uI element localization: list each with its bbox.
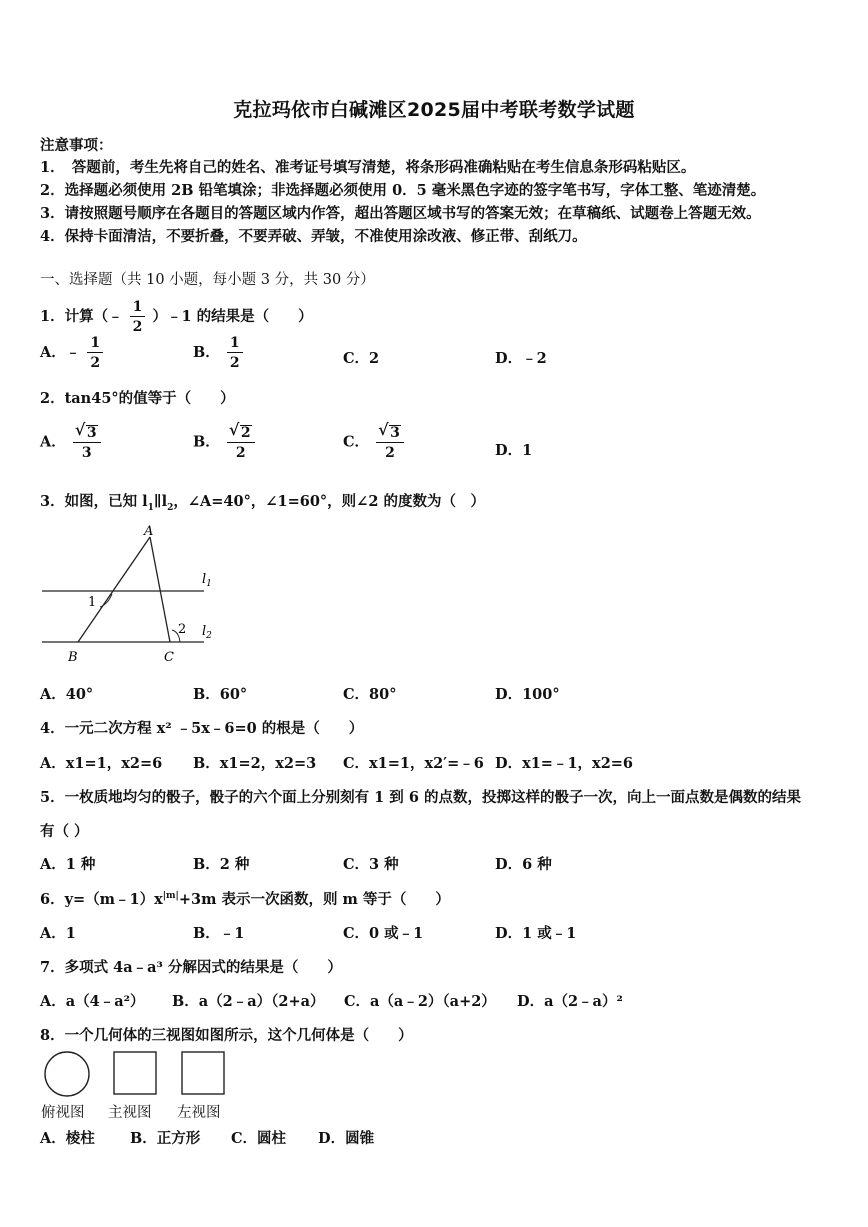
q7-option-c: C．a（a﹣2）（a+2） — [344, 993, 496, 1010]
notice-item: 1． 答题前，考生先将自己的姓名、准考证号填写清楚，将条形码准确粘贴在考生信息条形码粘贴区。 — [40, 159, 696, 176]
label-c: C — [164, 650, 174, 665]
q8-option-d: D．圆锥 — [318, 1130, 375, 1147]
q2-option-d: D．1 — [495, 442, 533, 459]
question-1 — [40, 300, 313, 334]
q5-option-a: A．1 种 — [40, 856, 96, 873]
q6-option-d: D．1 或﹣1 — [495, 925, 577, 942]
label-l1: $l_1$ — [202, 572, 212, 589]
q5-option-b: B．2 种 — [193, 856, 250, 873]
q1-option-d: D．﹣2 — [495, 350, 547, 367]
three-views-figure — [40, 1048, 240, 1098]
parallel-lines-figure — [38, 520, 228, 670]
q3-option-b: B．60° — [193, 686, 248, 703]
q2-option-c: C． √ $\frac{3}{2}$ — [343, 425, 406, 460]
page-title: 克拉玛依市白碱滩区2025届中考联考数学试题 — [233, 99, 635, 121]
q1-option-a: A．﹣ $\frac{1}{2}$ — [40, 336, 105, 370]
q5-option-c: C．3 种 — [343, 856, 399, 873]
notice-item: 4．保持卡面清洁，不要折叠，不要弄破、弄皱，不准使用涂改液、修正带、刮纸刀。 — [40, 228, 587, 245]
question-4: 4．一元二次方程 x² ﹣5x﹣6=0 的根是（ ） — [40, 720, 364, 737]
q3-option-d: D．100° — [495, 686, 560, 703]
q7-option-d: D．a（2﹣a）² — [517, 993, 623, 1010]
q2-option-a: A． √ $\frac{3}{3}$ — [40, 425, 103, 460]
question-6: 6．$y=(m﹣1)x^{|m|}+3m$ 表示一次函数，则 m 等于（ ） — [40, 891, 450, 908]
q5-option-d: D．6 种 — [495, 856, 552, 873]
label-l2: $l_2$ — [202, 624, 212, 641]
question-5-line-1: 5．一枚质地均匀的骰子，骰子的六个面上分别刻有 1 到 6 的点数，投掷这样的骰子一次，向上一面点数是偶数的结果 — [40, 789, 801, 806]
q8-option-c: C．圆柱 — [231, 1130, 287, 1147]
side-view-square — [182, 1052, 224, 1094]
question-8: 8．一个几何体的三视图如图所示，这个几何体是（ ） — [40, 1027, 413, 1044]
top-view-circle — [45, 1052, 89, 1096]
section-heading: 一、选择题（共 10 小题，每小题 3 分，共 30 分） — [40, 272, 375, 288]
q1-stem-pre: 1．计算（﹣ — [40, 308, 123, 325]
view-label-top: 俯视图 — [41, 1105, 85, 1121]
q7-option-a: A．a（4﹣a²） — [40, 993, 145, 1010]
q1-option-c: C．2 — [343, 350, 380, 367]
label-a: A — [144, 524, 154, 539]
q8-option-a: A．棱柱 — [40, 1130, 95, 1147]
q4-option-c: C．x1=1，x2′=﹣6 — [343, 755, 484, 772]
question-7: 7．多项式 4a﹣a³ 分解因式的结果是（ ） — [40, 959, 342, 976]
q2-option-b: B． √ $\frac{2}{2}$ — [193, 425, 257, 460]
q4-option-d: D．x1=﹣1，x2=6 — [495, 755, 634, 772]
notice-item: 2．选择题必须使用 2B 铅笔填涂；非选择题必须使用 0．5 毫米黑色字迹的签字笔书写，字体工整、笔迹清楚。 — [40, 182, 766, 199]
q4-option-b: B．x1=2，x2=3 — [193, 755, 317, 772]
q7-option-b: B．a（2﹣a）（2+a） — [172, 993, 325, 1010]
notice-heading: 注意事项： — [40, 137, 113, 154]
q3-option-a: A．40° — [40, 686, 94, 703]
q6-option-a: A．1 — [40, 925, 76, 942]
q3-option-c: C．80° — [343, 686, 397, 703]
question-2: 2．tan45°的值等于（ ） — [40, 390, 235, 407]
label-angle-1: 1 — [88, 595, 97, 610]
view-label-side: 左视图 — [177, 1105, 221, 1121]
q1-fraction: $\frac{1}{2}$ — [130, 300, 146, 334]
q6-option-c: C．0 或﹣1 — [343, 925, 424, 942]
question-3: 3．如图，已知 $l_1\parallel l_2$，∠A=40°，∠1=60°，则∠2 的度数为（ ） — [40, 493, 485, 513]
q6-option-b: B．﹣1 — [193, 925, 245, 942]
label-angle-2: 2 — [178, 622, 187, 637]
front-view-square — [114, 1052, 156, 1094]
q1-stem-post: ）﹣1 的结果是（ ） — [152, 308, 313, 325]
notice-item: 3．请按照题号顺序在各题目的答题区域内作答，超出答题区域书写的答案无效；在草稿纸、试题卷上答题无效。 — [40, 205, 761, 222]
q1-option-b: B． $\frac{1}{2}$ — [193, 336, 245, 370]
q8-option-b: B．正方形 — [130, 1130, 201, 1147]
q4-option-a: A．x1=1，x2=6 — [40, 755, 163, 772]
question-5-line-2: 有（ ） — [40, 823, 89, 840]
view-label-front: 主视图 — [108, 1105, 152, 1121]
label-b: B — [68, 650, 78, 665]
